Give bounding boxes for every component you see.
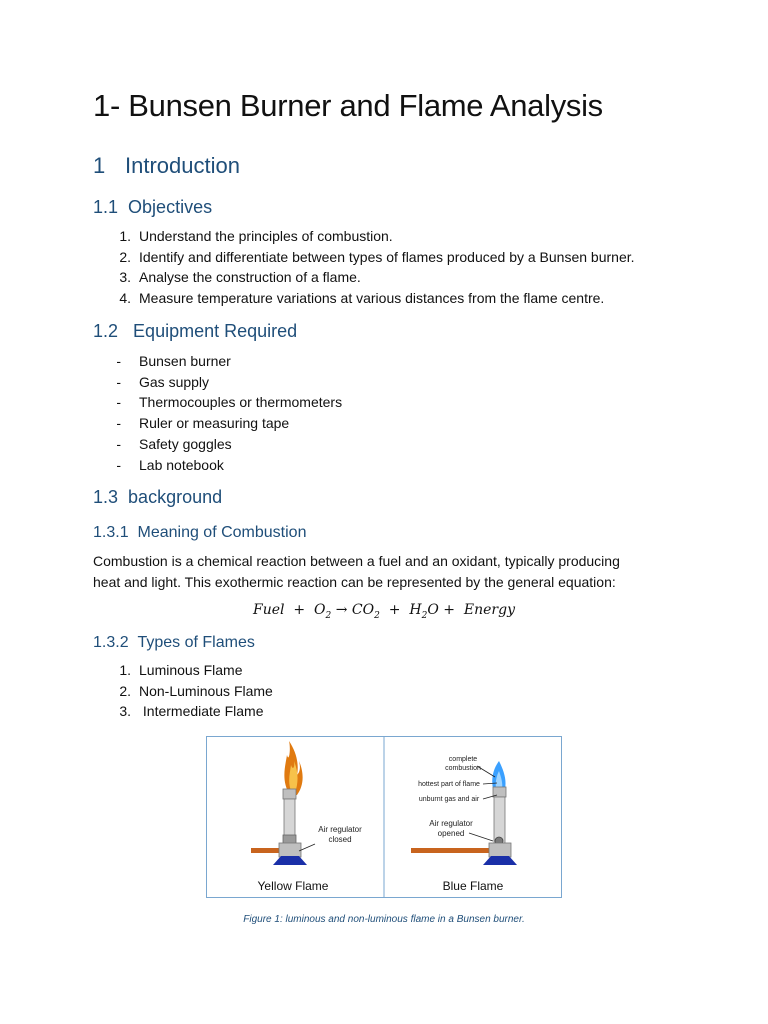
eq-arrow: → (335, 602, 348, 618)
right-panel-title: Blue Flame (442, 879, 504, 893)
list-text: Measure temperature variations at various distances from the flame centre. (139, 290, 605, 306)
paragraph-line: heat and light. This exothermic reaction can be represented by the general equation: (93, 574, 616, 590)
eq-oxygen: O (314, 602, 326, 618)
label-complete-line2: combustion (445, 765, 481, 772)
left-regulator-line1: Air regulator (318, 825, 362, 834)
figure-illustration (207, 737, 561, 897)
eq-plus: + (293, 602, 306, 618)
eq-energy: Energy (463, 602, 515, 618)
eq-fuel: Fuel (252, 602, 285, 618)
left-panel-title: Yellow Flame (257, 879, 329, 893)
list-text: Ruler or measuring tape (139, 415, 290, 431)
eq-plus: + (388, 602, 401, 618)
subsubsection-number: 1.3.2 (93, 634, 129, 651)
combustion-equation (0, 602, 768, 621)
list-text: Identify and differentiate between types of flames produced by a Bunsen burner. (139, 249, 635, 265)
subsubsection-heading-flame-types (93, 634, 255, 652)
list-marker: 2. (119, 683, 131, 699)
list-text: Luminous Flame (139, 662, 243, 678)
list-text: Gas supply (139, 374, 210, 390)
section-number: 1 (93, 153, 106, 178)
subsubsection-label: Meaning of Combustion (137, 524, 307, 541)
eq-water-h: H (409, 602, 422, 618)
burner-base (483, 856, 517, 865)
list-marker: 4. (119, 290, 131, 306)
right-regulator-line1: Air regulator (429, 819, 473, 828)
list-text: Analyse the construction of a flame. (139, 269, 361, 285)
list-marker: - (116, 394, 121, 410)
eq-plus: + (443, 602, 455, 618)
subsection-heading-objectives (93, 197, 212, 218)
label-hottest: hottest part of flame (418, 781, 480, 788)
section-heading-introduction (93, 153, 240, 179)
burner-base (273, 856, 307, 865)
eq-subscript: 2 (325, 610, 332, 621)
subsection-heading-equipment (93, 321, 297, 342)
eq-subscript: 2 (374, 610, 380, 621)
subsection-label: Objectives (128, 197, 213, 217)
burner-stem (279, 843, 301, 857)
right-regulator-line2: opened (437, 829, 465, 838)
figure-bunsen-flames (206, 736, 562, 898)
list-text: Understand the principles of combustion. (139, 228, 393, 244)
document-title: 1- Bunsen Burner and Flame Analysis (93, 88, 603, 123)
blue-flame-burner (411, 761, 517, 865)
list-text: Safety goggles (139, 436, 232, 452)
list-marker: - (116, 436, 121, 452)
list-marker: 1. (119, 662, 131, 678)
gas-hose (411, 848, 489, 853)
list-marker: - (116, 457, 121, 473)
subsection-label: Equipment Required (133, 321, 298, 341)
eq-water-o: O (427, 602, 439, 618)
list-text: Thermocouples or thermometers (139, 394, 343, 410)
figure-caption: Figure 1: luminous and non-luminous flame in a Bunsen burner. (243, 914, 525, 925)
list-text: Lab notebook (139, 457, 224, 473)
list-marker: - (116, 374, 121, 390)
subsubsection-label: Types of Flames (137, 634, 255, 651)
subsection-label: background (128, 487, 223, 507)
burner-collar (283, 789, 296, 799)
eq-subscript: 2 (421, 610, 428, 621)
list-marker: - (116, 415, 121, 431)
label-unburnt: unburnt gas and air (418, 796, 480, 803)
subsubsection-number: 1.3.1 (93, 524, 129, 541)
subsubsection-heading-combustion (93, 524, 306, 542)
list-marker: 2. (119, 249, 131, 265)
yellow-flame-burner (251, 741, 315, 865)
label-complete-line1: complete (448, 756, 478, 763)
combustion-paragraph (93, 551, 620, 593)
list-marker: 3. (119, 269, 131, 285)
section-label: Introduction (125, 153, 240, 178)
pointer-line (469, 833, 493, 841)
list-text: Intermediate Flame (139, 703, 264, 719)
eq-co2: CO (351, 602, 375, 618)
subsection-heading-background (93, 487, 222, 508)
burner-stem (489, 843, 511, 857)
list-text: Bunsen burner (139, 353, 231, 369)
subsection-number: 1.1 (93, 197, 119, 217)
paragraph-line: Combustion is a chemical reaction between a fuel and an oxidant, typically producing (93, 553, 620, 569)
list-marker: - (116, 353, 121, 369)
list-marker: 1. (119, 228, 131, 244)
list-text: Non-Luminous Flame (139, 683, 273, 699)
subsection-number: 1.3 (93, 487, 119, 507)
subsection-number: 1.2 (93, 321, 119, 341)
list-marker: 3. (119, 703, 131, 719)
left-regulator-line2: closed (328, 835, 352, 844)
